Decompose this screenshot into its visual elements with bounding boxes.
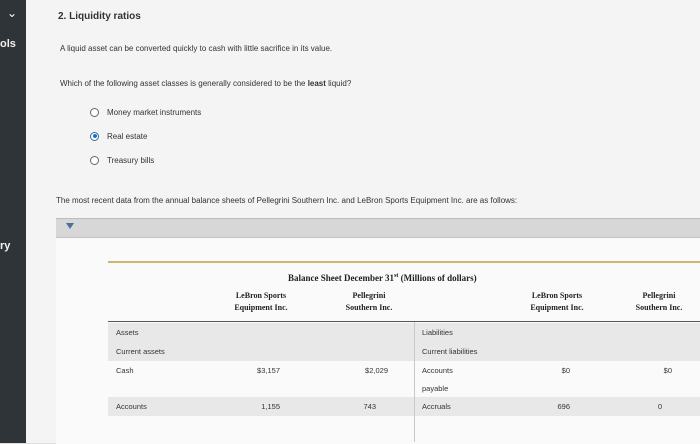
- title-superscript: st: [394, 273, 399, 279]
- cell-value: $3,157: [257, 366, 280, 375]
- col-header-line: LeBron Sports: [531, 291, 583, 300]
- sidebar-label-history[interactable]: ry: [0, 240, 11, 252]
- option-label: Real estate: [107, 131, 148, 141]
- col-header-line: Pellegrini: [642, 291, 676, 300]
- title-unit: (Millions of dollars): [400, 273, 477, 283]
- sidebar-label-tools[interactable]: ols: [0, 38, 16, 50]
- table-row: [108, 342, 700, 361]
- option-label: Money market instruments: [107, 107, 202, 117]
- column-divider: [414, 322, 415, 442]
- data-intro-text: The most recent data from the annual balance sheets of Pellegrini Southern Inc. and LeBron Sports Equipment Inc. are as follows:: [56, 196, 518, 205]
- question-title: 2. Liquidity ratios: [58, 11, 141, 22]
- cell-value: 743: [363, 402, 376, 411]
- row-label-left: Assets: [116, 328, 139, 337]
- radio-button-selected[interactable]: [90, 132, 99, 141]
- col-header-pellegrini-right: [618, 290, 700, 314]
- chevron-down-icon[interactable]: ⌄: [7, 6, 18, 20]
- question-content: [26, 0, 700, 443]
- prompt-text-after: liquid?: [325, 79, 352, 88]
- option-label: Treasury bills: [107, 155, 155, 165]
- row-label-right-cont: payable: [422, 384, 449, 393]
- cell-value: 0: [657, 402, 662, 411]
- option-treasury-bills[interactable]: [90, 154, 154, 166]
- header-rule: [108, 321, 700, 322]
- col-header-line: Equipment Inc.: [234, 303, 288, 312]
- left-sidebar: [0, 0, 26, 443]
- col-header-line: LeBron Sports: [235, 291, 287, 300]
- col-header-lebron-left: [216, 290, 306, 314]
- col-header-line: Southern Inc.: [345, 303, 393, 312]
- radio-button[interactable]: [90, 108, 99, 117]
- col-header-lebron-right: [512, 290, 602, 314]
- row-label-left: Current assets: [116, 347, 165, 356]
- title-text: Balance Sheet December 31: [288, 273, 395, 283]
- collapse-toggle-icon[interactable]: [66, 223, 74, 229]
- col-header-line: Southern Inc.: [635, 303, 683, 312]
- question-prompt: [60, 79, 351, 88]
- prompt-text-bold: least: [307, 79, 326, 88]
- balance-sheet-table: [108, 261, 700, 444]
- row-label-right: Current liabilities: [422, 347, 478, 356]
- table-top-rule: [108, 261, 700, 263]
- col-header-pellegrini-left: [324, 290, 414, 314]
- cell-value: $0: [561, 366, 570, 375]
- row-label-right: Liabilities: [422, 328, 453, 337]
- cell-value: $0: [663, 366, 672, 375]
- row-label-left: Cash: [116, 366, 134, 375]
- col-header-line: Equipment Inc.: [530, 303, 584, 312]
- row-label-right: Accruals: [422, 402, 451, 411]
- option-money-market[interactable]: [90, 106, 201, 118]
- row-label-right: Accounts: [422, 366, 453, 375]
- panel-toolbar: [56, 219, 700, 238]
- radio-button[interactable]: [90, 156, 99, 165]
- col-header-line: Pellegrini: [352, 291, 386, 300]
- prompt-text-before: Which of the following asset classes is generally considered to be the: [60, 79, 308, 88]
- row-label-left: Accounts: [116, 402, 147, 411]
- cell-value: $2,029: [365, 366, 388, 375]
- table-title: [288, 273, 477, 283]
- cell-value: 1,155: [261, 402, 280, 411]
- option-real-estate[interactable]: [90, 130, 147, 142]
- intro-text: A liquid asset can be converted quickly to cash with little sacrifice in its value.: [60, 44, 333, 53]
- cell-value: 696: [557, 402, 570, 411]
- balance-sheet-panel: [56, 218, 700, 444]
- table-row: [108, 397, 700, 416]
- table-row: [108, 361, 700, 397]
- table-row: [108, 323, 700, 342]
